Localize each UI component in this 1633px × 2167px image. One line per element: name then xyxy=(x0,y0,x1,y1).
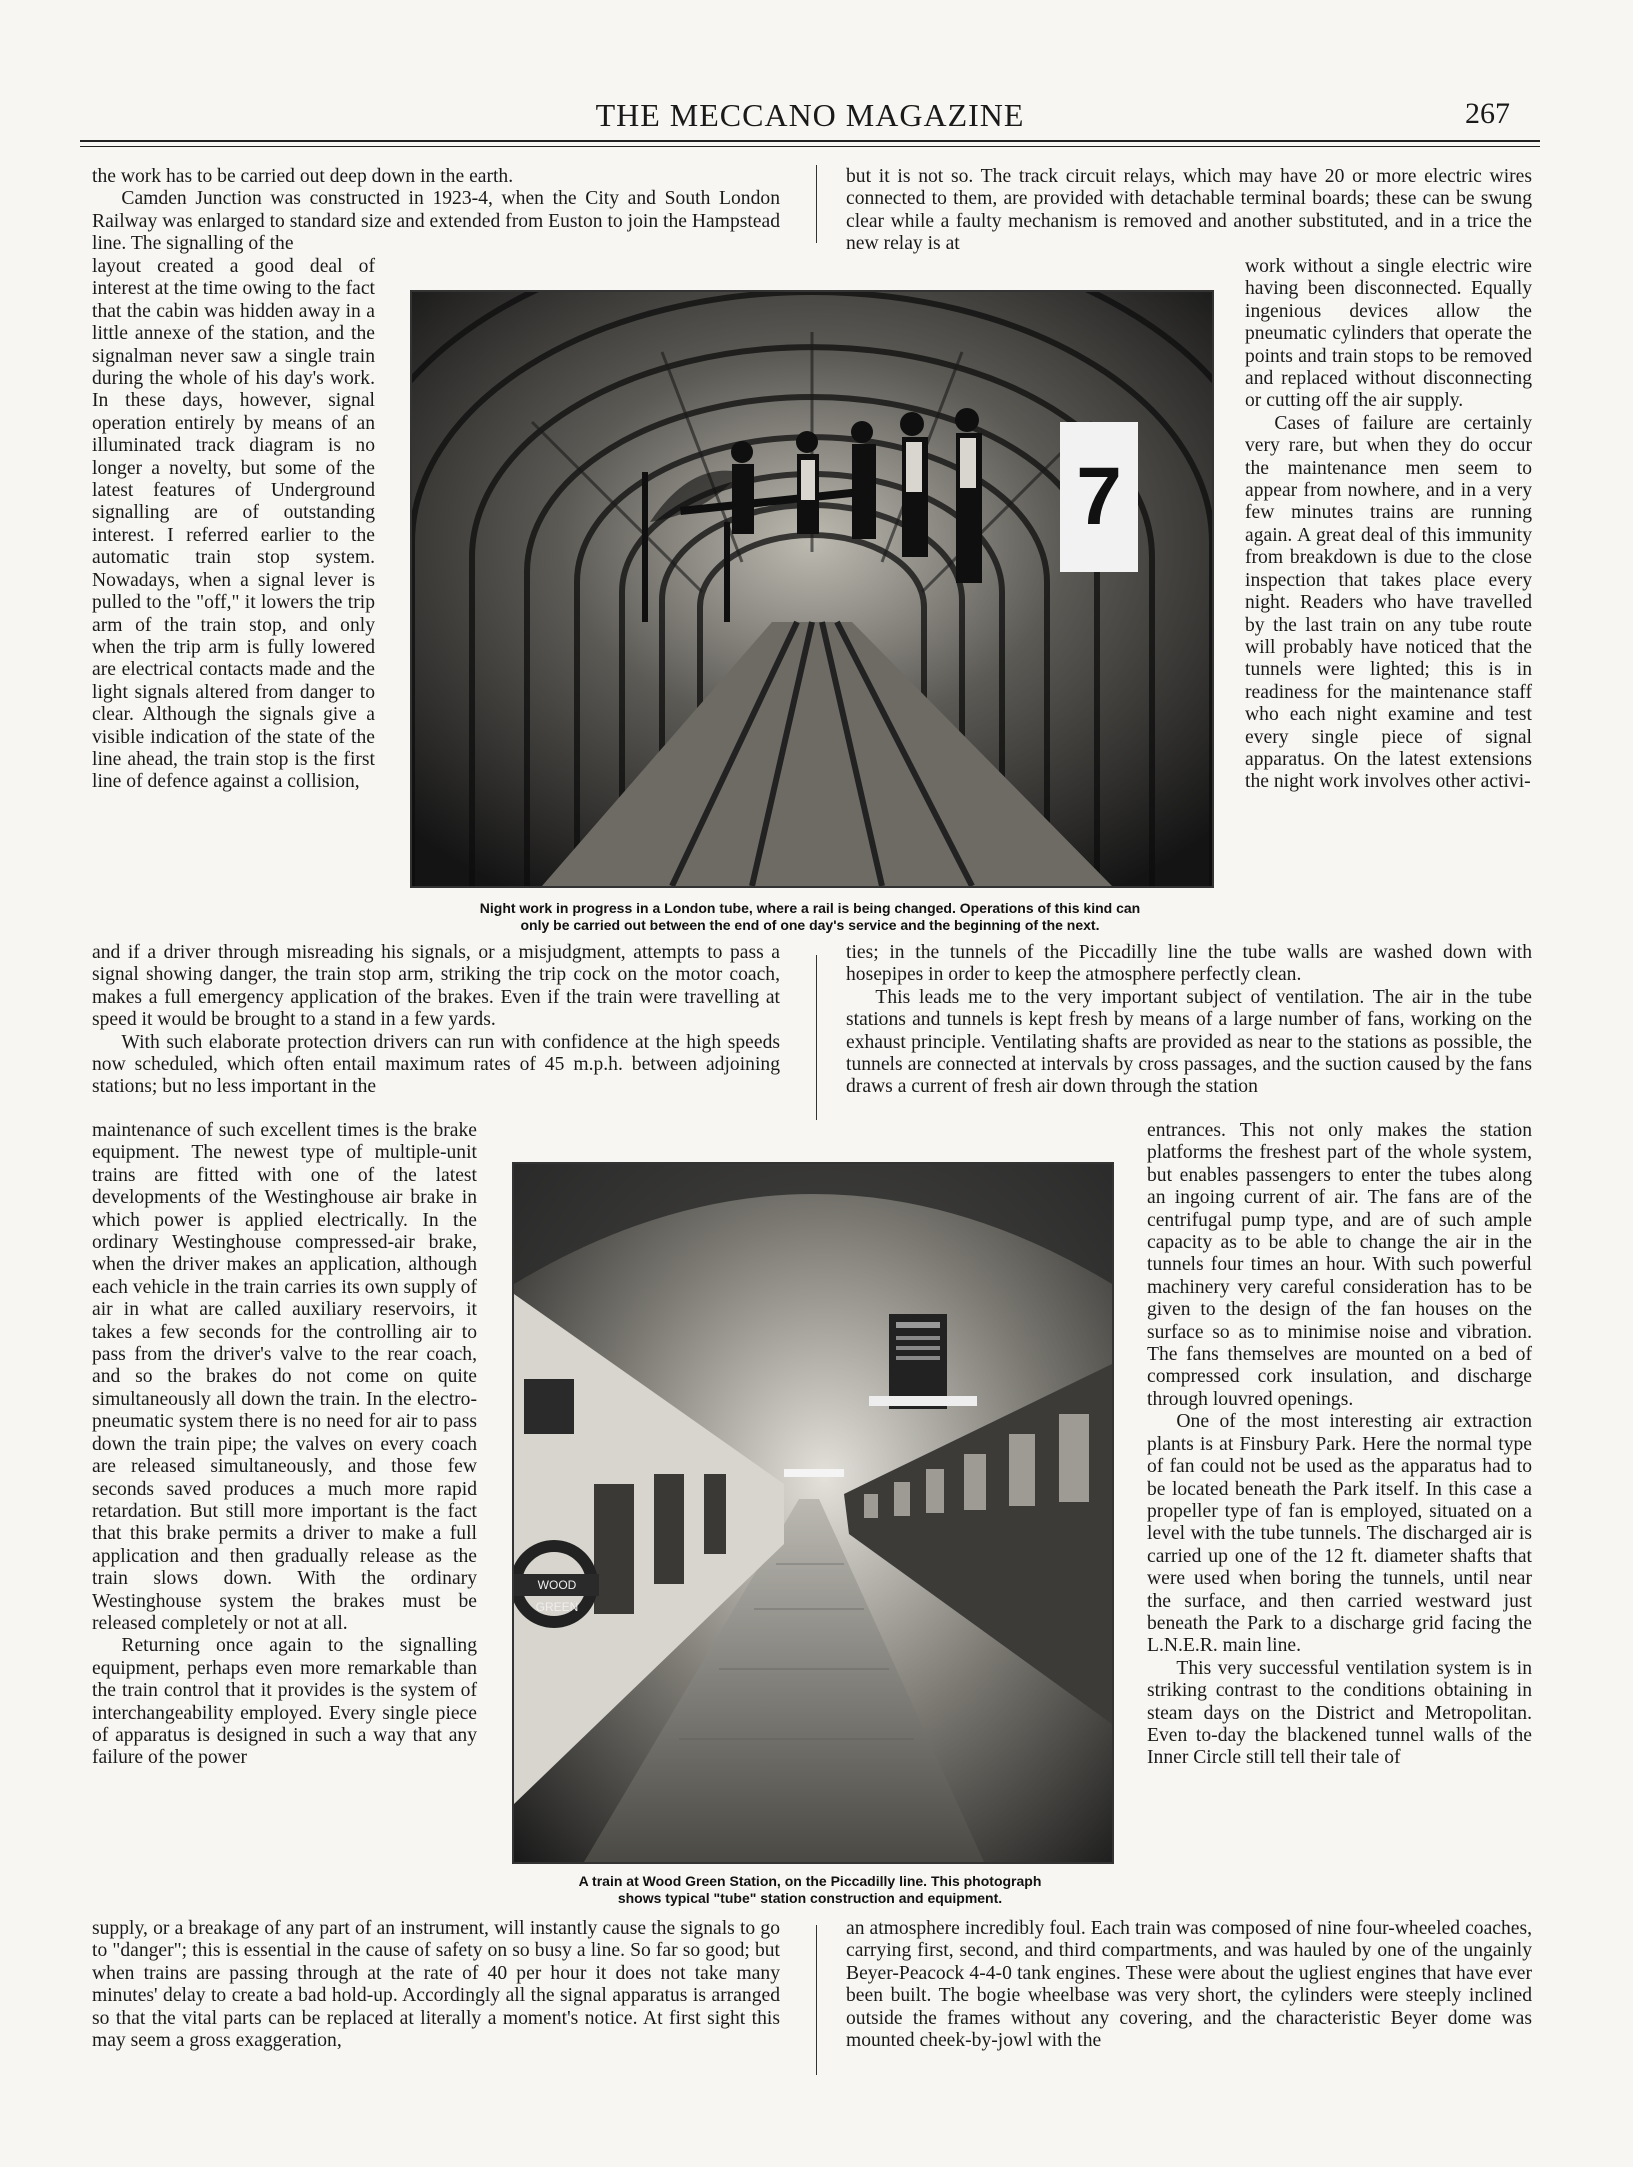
paragraph: This very successful ventilation system is in striking contrast to the conditions obtaining in steam days on the District and Metropolitan. Even to-day the blackened tunnel walls of the Inner Circle still tell their tale of xyxy=(1147,1657,1532,1769)
left-lower-column xyxy=(92,1120,477,1770)
paragraph: layout created a good deal of interest at the time owing to the fact that the cabin was hidden away in a little annexe of the station, and the signalman never saw a single train during the whole of his day's work. In these days, however, signal operation entirely by means of an illuminated track diagram is no longer a novelty, but some of the latest features of Underground signalling are of outstanding interest. I referred earlier to the automatic train stop system. Nowadays, when a signal lever is pulled to the "off," it lowers the trip arm of the train stop, and only when the trip arm is fully lowered are electrical contacts made and the light signals altered from danger to clear. Although the signals give a visible indication of the state of the line ahead, the train stop is the first line of defence against a collision, xyxy=(92,256,375,793)
station-photo-illustration xyxy=(514,1164,1112,1862)
left-column-mid xyxy=(92,942,780,1099)
paragraph: With such elaborate protection drivers can run with confidence at the high speeds now scheduled, which often entail maximum rates of 45 m.p.h. between adjoining stations; but no less important in the xyxy=(92,1031,780,1098)
left-column-top xyxy=(92,166,780,256)
left-narrow-column xyxy=(92,256,375,794)
column-divider xyxy=(816,165,817,243)
paragraph: Returning once again to the signalling equipment, perhaps even more remarkable than the train control that it provides is the system of interchangeability employed. Every single piece of apparatus is designed in such a way that any failure of the power xyxy=(92,1635,477,1769)
tunnel-sign-7: 7 xyxy=(1060,422,1138,572)
paragraph: ties; in the tunnels of the Piccadilly line the tube walls are washed down with hosepipes in order to keep the atmosphere perfectly clean. xyxy=(846,942,1532,986)
paragraph: Cases of failure are certainly very rare, but when they do occur the maintenance men seem to appear from nowhere, and in a very few minutes trains are running again. A great deal of this immunity from breakdown is due to the close inspection that takes place every night. Readers who have travelled by the last train on any tube route will probably have noticed that the tunnels were lighted; this is in readiness for the maintenance staff who each night examine and test every single piece of signal apparatus. On the latest extensions the night work involves other activi- xyxy=(1245,412,1532,793)
left-column-bottom xyxy=(92,1918,780,2052)
right-lower-column xyxy=(1147,1120,1532,1770)
header-rule-thin xyxy=(80,146,1540,147)
paragraph: This leads me to the very important subject of ventilation. The air in the tube stations and tunnels is kept fresh by means of a large number of fans, working on the exhaust principle. Ventilating shafts are provided as near to the stations as possible, the tunnels are connected at intervals by cross passages, and the suction caused by the fans draws a current of fresh air down through the station xyxy=(846,986,1532,1098)
paragraph: One of the most interesting air extraction plants is at Finsbury Park. Here the normal type of fan could not be used as the apparatus had to be located beneath the Park itself. In this case a propeller type of fan is employed, situated on a level with the tube tunnels. The discharged air is carried up one of the 12 ft. diameter shafts that were used when boring the tunnels, until near the surface, and then carried westward just beneath the Park to a discharge grid facing the L.N.E.R. main line. xyxy=(1147,1411,1532,1657)
paragraph: but it is not so. The track circuit relays, which may have 20 or more electric wires connected to them, are provided with detachable terminal boards; these can be swung clear while a faulty mechanism is removed and another substituted, and in a trice the new relay is at xyxy=(846,166,1532,255)
caption-line: shows typical "tube" station construction and equipment. xyxy=(617,1890,1003,1906)
tunnel-photo-illustration xyxy=(412,292,1212,886)
caption-line: A train at Wood Green Station, on the Piccadilly line. This photograph xyxy=(578,1873,1042,1889)
wood-green-station-photo xyxy=(512,1162,1114,1864)
station-roundel-label: WOOD GREEN xyxy=(535,1578,579,1614)
paragraph: entrances. This not only makes the station platforms the freshest part of the whole system, but enables passengers to enter the tubes along an ingoing current of air. The fans are of the centrifugal pump type, and are of such ample capacity as to be able to change the air in the tunnels four times an hour. With such powerful machinery very careful consideration has to be given to the design of the fan houses on the surface so as to minimise noise and vibration. The fans themselves are mounted on a bed of compressed cork insulation, and discharge through louvred openings. xyxy=(1147,1120,1532,1410)
paragraph: an atmosphere incredibly foul. Each train was composed of nine four-wheeled coaches, carrying first, second, and third compartments, and was hauled by one of the ungainly Beyer-Peacock 4-4-0 tank engines. These were about the ugliest engines that have ever been built. The bogie wheelbase was very short, the cylinders were steeply inclined outside the frames without any covering, and the characteristic Beyer dome was mounted cheek-by-jowl with the xyxy=(846,1918,1532,2052)
page-number: 267 xyxy=(1465,97,1510,130)
magazine-title: THE MECCANO MAGAZINE xyxy=(595,97,1025,133)
paragraph: and if a driver through misreading his signals, or a misjudgment, attempts to pass a signal showing danger, the train stop arm, striking the trip cock on the motor coach, makes a full emergency application of the brakes. Even if the train were travelling at speed it would be brought to a stand in a few yards. xyxy=(92,942,780,1031)
photo-caption-tunnel xyxy=(395,900,1225,934)
header-rule xyxy=(80,140,1540,142)
right-column-mid xyxy=(846,942,1532,1099)
right-narrow-column xyxy=(1245,256,1532,794)
caption-line: Night work in progress in a London tube, where a rail is being changed. Operations of this kind can xyxy=(479,900,1141,916)
paragraph: supply, or a breakage of any part of an instrument, will instantly cause the signals to go to "danger"; this is essential in the cause of safety on so busy a line. So far so good; but when trains are passing through at the rate of 40 per hour it does not take many minutes' delay to create a bad hold-up. Accordingly all the signal apparatus is arranged so that the vital parts can be replaced at literally a moment's notice. At first sight this may seem a gross exaggeration, xyxy=(92,1918,780,2052)
paragraph: work without a single electric wire having been disconnected. Equally ingenious devices allow the pneumatic cylinders that operate the points and train stops to be removed and replaced without disconnecting or cutting off the air supply. xyxy=(1245,256,1532,412)
paragraph: Camden Junction was constructed in 1923-4, when the City and South London Railway was enlarged to standard size and extended from Euston to join the Hampstead line. The signalling of the xyxy=(92,188,780,255)
right-column-bottom xyxy=(846,1918,1532,2052)
paragraph: maintenance of such excellent times is the brake equipment. The newest type of multiple-unit trains are fitted with one of the latest developments of the Westinghouse air brake in which power is applied electrically. In the ordinary Westinghouse compressed-air brake, when the driver makes an application, although each vehicle in the train carries its own supply of air in what are called auxiliary reservoirs, it takes a few seconds for the controlling air to pass from the driver's valve to the rear coach, and so the brakes do not come on quite simultaneously all down the train. In the electro-pneumatic system there is no need for air to pass down the train pipe; the valves on every coach are released simultaneously, and those few seconds saved produces a much more rapid retardation. But still more important is the fact that this brake permits a driver to make a full application and then gradually release as the train slows down. With the ordinary Westinghouse system the brakes must be released completely or not at all. xyxy=(92,1120,477,1634)
page-header xyxy=(80,95,1540,135)
column-divider xyxy=(816,955,817,1120)
caption-line: only be carried out between the end of one day's service and the beginning of the next. xyxy=(520,917,1100,933)
right-column-top xyxy=(846,166,1532,256)
paragraph: the work has to be carried out deep down in the earth. xyxy=(92,166,514,187)
tunnel-night-work-photo xyxy=(410,290,1214,888)
column-divider xyxy=(816,1925,817,2075)
photo-caption-station xyxy=(470,1873,1150,1907)
